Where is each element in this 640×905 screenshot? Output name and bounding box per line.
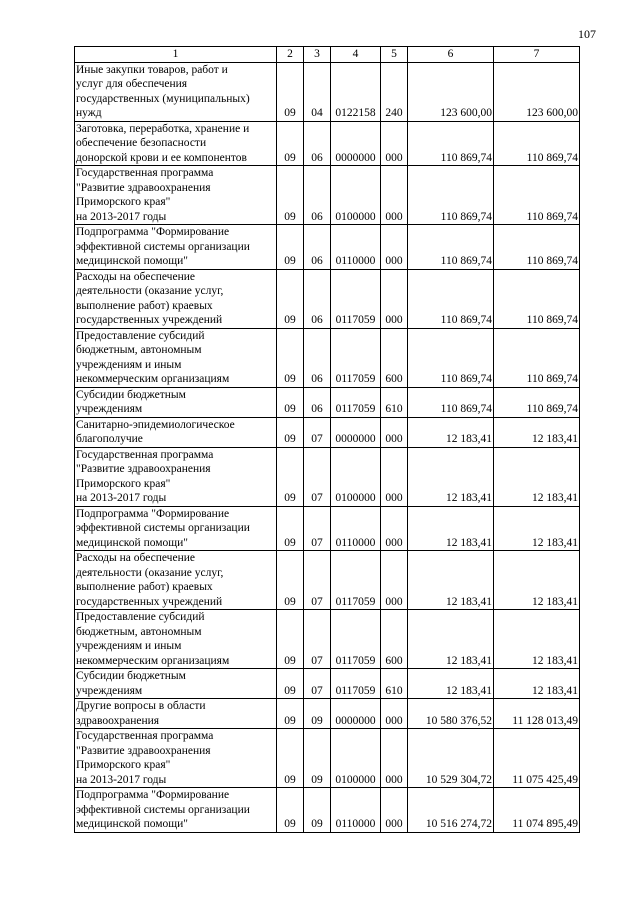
subsection-code-cell: 07 <box>304 610 331 669</box>
row-name-line: медицинской помощи" <box>76 536 189 549</box>
table-row <box>75 387 580 417</box>
amount-col6-cell: 12 183,41 <box>408 447 494 506</box>
subsection-code-cell: 09 <box>304 699 331 729</box>
amount-col7-cell: 11 074 895,49 <box>494 788 580 833</box>
section-code-cell: 09 <box>277 225 304 270</box>
row-name-cell <box>75 417 277 447</box>
row-name-line: Санитарно-эпидемиологическое <box>76 418 235 431</box>
section-code-cell: 09 <box>277 387 304 417</box>
row-name-line: некоммерческим организациям <box>76 654 230 667</box>
table-row <box>75 699 580 729</box>
expense-type-cell: 000 <box>381 166 408 225</box>
amount-col6-cell: 123 600,00 <box>408 62 494 121</box>
target-article-cell: 0100000 <box>331 729 381 788</box>
row-name-line: Расходы на обеспечение <box>76 270 195 283</box>
row-name-line: "Развитие здравоохранения <box>76 181 211 194</box>
row-name-cell <box>75 447 277 506</box>
header-cell: 2 <box>277 47 304 63</box>
expense-type-cell: 610 <box>381 387 408 417</box>
table-row <box>75 506 580 551</box>
row-name-line: выполнение работ) краевых <box>76 581 213 593</box>
row-name-line: Предоставление субсидий <box>76 611 205 623</box>
row-name-line: Подпрограмма "Формирование <box>76 789 230 801</box>
target-article-cell: 0117059 <box>331 387 381 417</box>
amount-col6-cell: 110 869,74 <box>408 328 494 387</box>
header-cell: 3 <box>304 47 331 63</box>
header-cell: 5 <box>381 47 408 63</box>
row-name-line: Приморского края" <box>76 196 171 208</box>
expense-type-cell: 600 <box>381 328 408 387</box>
row-name-line: "Развитие здравоохранения <box>76 463 211 475</box>
row-name-line: Расходы на обеспечение <box>76 552 195 564</box>
expense-type-cell: 240 <box>381 62 408 121</box>
row-name-line: на 2013-2017 годы <box>76 210 167 223</box>
section-code-cell: 09 <box>277 729 304 788</box>
row-name-line: Субсидии бюджетным <box>76 388 186 401</box>
target-article-cell: 0110000 <box>331 225 381 270</box>
table-row <box>75 417 580 447</box>
section-code-cell: 09 <box>277 506 304 551</box>
subsection-code-cell: 06 <box>304 269 331 328</box>
section-code-cell: 09 <box>277 269 304 328</box>
row-name-cell <box>75 387 277 417</box>
amount-col6-cell: 12 183,41 <box>408 417 494 447</box>
amount-col6-cell: 110 869,74 <box>408 225 494 270</box>
amount-col6-cell: 12 183,41 <box>408 610 494 669</box>
expense-type-cell: 000 <box>381 121 408 166</box>
row-name-cell <box>75 328 277 387</box>
amount-col7-cell: 12 183,41 <box>494 506 580 551</box>
table-row <box>75 269 580 328</box>
target-article-cell: 0117059 <box>331 669 381 699</box>
row-name-line: Приморского края" <box>76 477 171 490</box>
row-name-cell <box>75 699 277 729</box>
expense-type-cell: 600 <box>381 610 408 669</box>
subsection-code-cell: 07 <box>304 417 331 447</box>
amount-col7-cell: 12 183,41 <box>494 551 580 610</box>
table-row <box>75 447 580 506</box>
subsection-code-cell: 07 <box>304 506 331 551</box>
row-name-line: Приморского края" <box>76 759 171 771</box>
amount-col7-cell: 12 183,41 <box>494 447 580 506</box>
section-code-cell: 09 <box>277 166 304 225</box>
row-name-line: на 2013-2017 годы <box>76 492 167 504</box>
amount-col7-cell: 110 869,74 <box>494 269 580 328</box>
section-code-cell: 09 <box>277 669 304 699</box>
amount-col6-cell: 10 580 376,52 <box>408 699 494 729</box>
header-cell: 4 <box>331 47 381 63</box>
row-name-line: Другие вопросы в области <box>76 700 206 712</box>
target-article-cell: 0122158 <box>331 62 381 121</box>
table-row <box>75 729 580 788</box>
table-row <box>75 788 580 833</box>
row-name-line: "Развитие здравоохранения <box>76 744 211 757</box>
row-name-cell <box>75 166 277 225</box>
row-name-cell <box>75 225 277 270</box>
row-name-line: Предоставление субсидий <box>76 329 205 342</box>
row-name-cell <box>75 506 277 551</box>
section-code-cell: 09 <box>277 417 304 447</box>
header-cell: 6 <box>408 47 494 63</box>
amount-col6-cell: 110 869,74 <box>408 387 494 417</box>
row-name-line: Государственная программа <box>76 448 214 461</box>
subsection-code-cell: 06 <box>304 328 331 387</box>
amount-col6-cell: 12 183,41 <box>408 551 494 610</box>
target-article-cell: 0000000 <box>331 699 381 729</box>
expense-type-cell: 000 <box>381 506 408 551</box>
amount-col7-cell: 110 869,74 <box>494 328 580 387</box>
row-name-line: Заготовка, переработка, хранение и <box>76 122 250 135</box>
page-number: 107 <box>578 27 596 41</box>
section-code-cell: 09 <box>277 447 304 506</box>
header-cell: 1 <box>75 47 277 63</box>
header-cell: 7 <box>494 47 580 63</box>
subsection-code-cell: 06 <box>304 166 331 225</box>
amount-col7-cell: 110 869,74 <box>494 387 580 417</box>
row-name-line: Подпрограмма "Формирование <box>76 226 230 238</box>
amount-col7-cell: 12 183,41 <box>494 669 580 699</box>
target-article-cell: 0100000 <box>331 166 381 225</box>
row-name-line: некоммерческим организациям <box>76 373 230 385</box>
section-code-cell: 09 <box>277 610 304 669</box>
row-name-line: нужд <box>76 107 102 119</box>
target-article-cell: 0117059 <box>331 269 381 328</box>
target-article-cell: 0110000 <box>331 788 381 833</box>
row-name-line: медицинской помощи" <box>76 818 189 830</box>
table-row <box>75 551 580 610</box>
expense-type-cell: 000 <box>381 551 408 610</box>
row-name-cell <box>75 729 277 788</box>
subsection-code-cell: 06 <box>304 225 331 270</box>
row-name-cell <box>75 610 277 669</box>
row-name-line: деятельности (оказание услуг, <box>76 285 224 297</box>
amount-col7-cell: 123 600,00 <box>494 62 580 121</box>
amount-col7-cell: 11 075 425,49 <box>494 729 580 788</box>
section-code-cell: 09 <box>277 328 304 387</box>
row-name-line: деятельности (оказание услуг, <box>76 566 224 579</box>
subsection-code-cell: 07 <box>304 551 331 610</box>
row-name-line: государственных учреждений <box>76 595 223 608</box>
row-name-line: Подпрограмма "Формирование <box>76 507 230 520</box>
row-name-line: эффективной системы организации <box>76 522 250 534</box>
target-article-cell: 0000000 <box>331 121 381 166</box>
subsection-code-cell: 09 <box>304 729 331 788</box>
row-name-line: учреждениям и иным <box>76 640 182 652</box>
amount-col7-cell: 110 869,74 <box>494 166 580 225</box>
row-name-line: услуг для обеспечения <box>76 78 188 90</box>
section-code-cell: 09 <box>277 788 304 833</box>
row-name-line: государственных учреждений <box>76 314 223 326</box>
expense-type-cell: 000 <box>381 699 408 729</box>
expense-type-cell: 000 <box>381 417 408 447</box>
row-name-line: учреждениям и иным <box>76 358 182 371</box>
amount-col7-cell: 11 128 013,49 <box>494 699 580 729</box>
target-article-cell: 0000000 <box>331 417 381 447</box>
table-row <box>75 225 580 270</box>
table-row <box>75 166 580 225</box>
row-name-line: Субсидии бюджетным <box>76 670 186 682</box>
budget-table <box>74 46 580 833</box>
row-name-line: обеспечение безопасности <box>76 137 207 149</box>
header-row <box>75 47 580 63</box>
table-row <box>75 610 580 669</box>
row-name-line: на 2013-2017 годы <box>76 773 167 786</box>
target-article-cell: 0110000 <box>331 506 381 551</box>
amount-col7-cell: 110 869,74 <box>494 121 580 166</box>
target-article-cell: 0117059 <box>331 328 381 387</box>
amount-col7-cell: 12 183,41 <box>494 610 580 669</box>
row-name-line: выполнение работ) краевых <box>76 299 213 312</box>
row-name-line: бюджетным, автономным <box>76 625 202 638</box>
amount-col6-cell: 12 183,41 <box>408 669 494 699</box>
amount-col6-cell: 10 516 274,72 <box>408 788 494 833</box>
table-body <box>75 62 580 832</box>
row-name-line: бюджетным, автономным <box>76 344 202 356</box>
row-name-cell <box>75 121 277 166</box>
subsection-code-cell: 06 <box>304 121 331 166</box>
row-name-line: медицинской помощи" <box>76 255 189 267</box>
table-row <box>75 121 580 166</box>
section-code-cell: 09 <box>277 121 304 166</box>
amount-col6-cell: 12 183,41 <box>408 506 494 551</box>
subsection-code-cell: 06 <box>304 387 331 417</box>
section-code-cell: 09 <box>277 62 304 121</box>
subsection-code-cell: 07 <box>304 447 331 506</box>
row-name-line: учреждениям <box>76 403 143 415</box>
amount-col7-cell: 12 183,41 <box>494 417 580 447</box>
table-row <box>75 62 580 121</box>
target-article-cell: 0100000 <box>331 447 381 506</box>
subsection-code-cell: 04 <box>304 62 331 121</box>
subsection-code-cell: 07 <box>304 669 331 699</box>
row-name-cell <box>75 62 277 121</box>
expense-type-cell: 000 <box>381 225 408 270</box>
expense-type-cell: 000 <box>381 788 408 833</box>
row-name-line: государственных (муниципальных) <box>76 92 250 105</box>
expense-type-cell: 610 <box>381 669 408 699</box>
section-code-cell: 09 <box>277 551 304 610</box>
row-name-line: Государственная программа <box>76 730 214 742</box>
amount-col6-cell: 110 869,74 <box>408 269 494 328</box>
row-name-line: донорской крови и ее компонентов <box>76 151 247 164</box>
row-name-cell <box>75 269 277 328</box>
amount-col6-cell: 10 529 304,72 <box>408 729 494 788</box>
amount-col6-cell: 110 869,74 <box>408 121 494 166</box>
row-name-cell <box>75 551 277 610</box>
row-name-line: эффективной системы организации <box>76 240 250 253</box>
row-name-line: здравоохранения <box>76 714 160 727</box>
expense-type-cell: 000 <box>381 729 408 788</box>
table-row <box>75 669 580 699</box>
row-name-cell <box>75 669 277 699</box>
target-article-cell: 0117059 <box>331 610 381 669</box>
subsection-code-cell: 09 <box>304 788 331 833</box>
section-code-cell: 09 <box>277 699 304 729</box>
table-row <box>75 328 580 387</box>
row-name-line: Иные закупки товаров, работ и <box>76 63 228 76</box>
row-name-cell <box>75 788 277 833</box>
row-name-line: благополучие <box>76 433 143 445</box>
target-article-cell: 0117059 <box>331 551 381 610</box>
amount-col6-cell: 110 869,74 <box>408 166 494 225</box>
row-name-line: эффективной системы организации <box>76 803 250 816</box>
expense-type-cell: 000 <box>381 269 408 328</box>
row-name-line: Государственная программа <box>76 167 214 179</box>
row-name-line: учреждениям <box>76 684 143 697</box>
amount-col7-cell: 110 869,74 <box>494 225 580 270</box>
expense-type-cell: 000 <box>381 447 408 506</box>
